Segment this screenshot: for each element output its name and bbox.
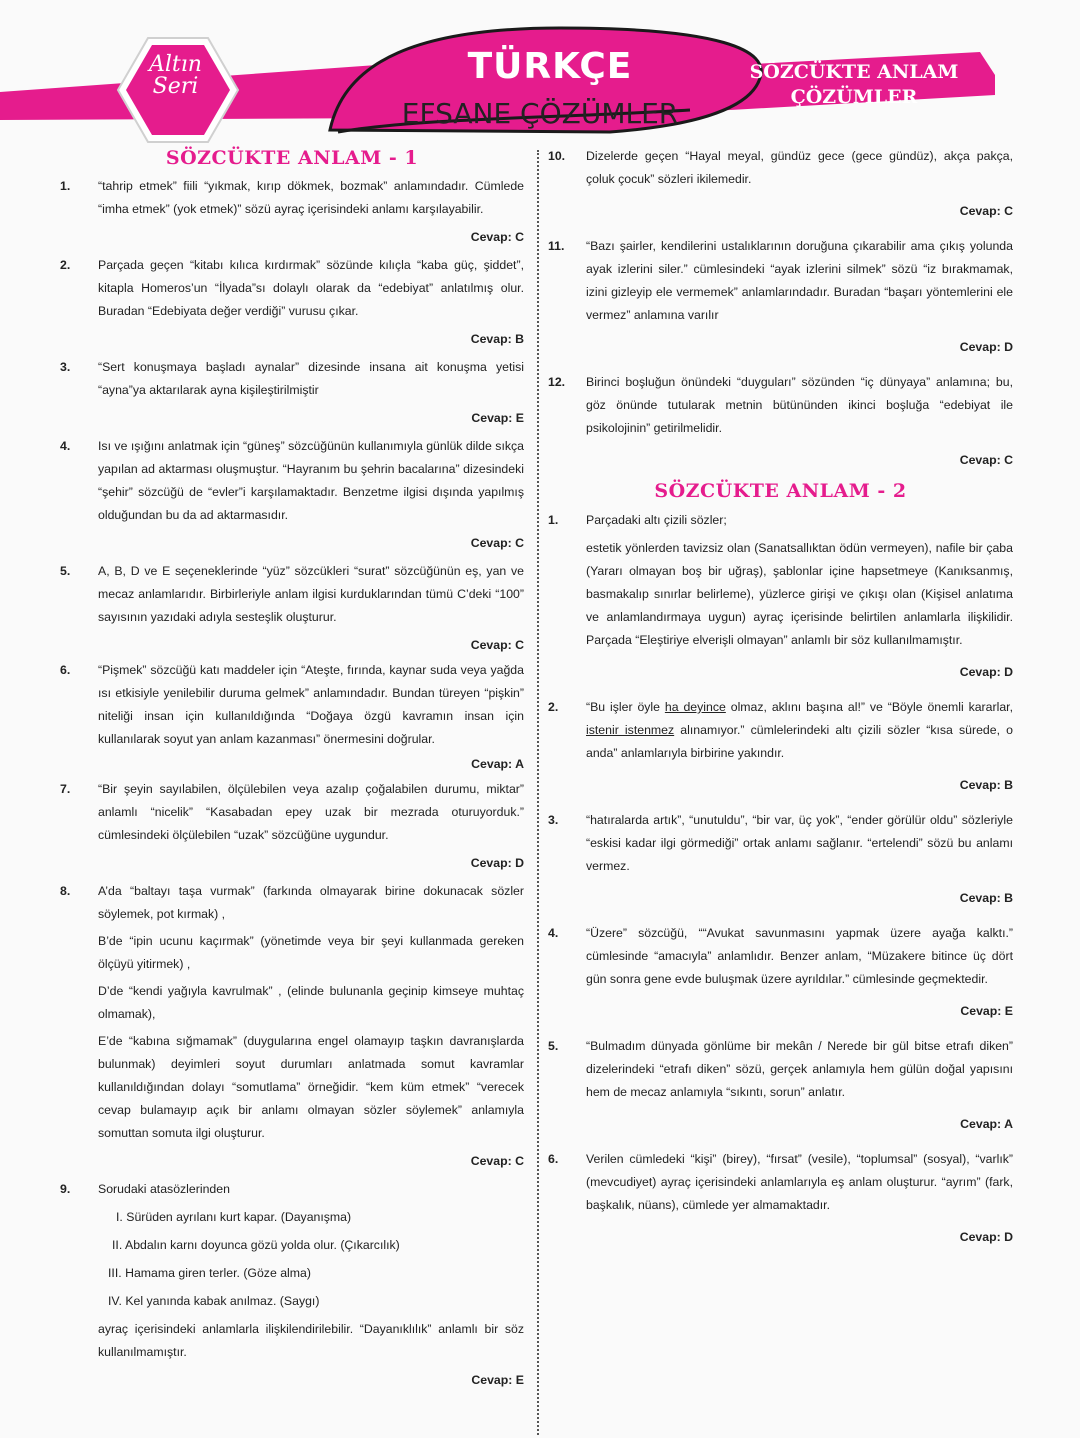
answer-key: Cevap: E bbox=[960, 1004, 1013, 1018]
answer-item bbox=[60, 880, 524, 1145]
item-number: 3. bbox=[548, 813, 559, 827]
answer-item bbox=[60, 1178, 524, 1364]
answer-item bbox=[548, 145, 1013, 191]
answer-item bbox=[548, 509, 1013, 652]
item-text: “Sert konuşmaya başladı aynalar” dizesinde insana ait konuşma yetisi “ayna”ya aktarılarak ayna kişileştirilmiştir bbox=[98, 360, 524, 397]
item-text: Isı ve ışığını anlatmak için “güneş” sözcüğünün kullanımıyla günlük dilde sıkça yapılan ad aktarması oluşmuştur. “Hayranım bu şehrin bacalarına” dizesindeki “şehir” sözcüğü de “evler”i karşılamaktadır. Benzetme ilgisi dışında yapılmış olduğundan bu da ad aktarmasıdır. bbox=[98, 439, 524, 522]
left-column bbox=[60, 145, 524, 1392]
answer-key: Cevap: C bbox=[470, 536, 524, 550]
answer-item bbox=[60, 659, 524, 751]
item-number: 1. bbox=[60, 179, 71, 193]
item-text: “Bir şeyin sayılabilen, ölçülebilen veya azalıp çoğalabilen durumu, miktar” anlamlı “nicelik” “Kasabadan epey uzak bir mezrada oturuyorduk.” cümlesindeki ölçülebilen “uzak” sözcüğüne uygundur. bbox=[98, 782, 524, 842]
item-text: “Bazı şairler, kendilerini ustalıklarının doruğuna çıkarabilir ama çıkış yolunda ayak izlerini siler.” cümlesindeki “ayak izlerini silmek” sözü “iz bırakmamak, izini gizleyip ele vermemek” anlamlarındadır. Buradan “başarı yöntemlerini ele vermez” anlamına varılır bbox=[586, 239, 1013, 322]
topic-title bbox=[746, 60, 962, 110]
item-number: 9. bbox=[60, 1182, 71, 1196]
answer-item bbox=[60, 175, 524, 221]
answer-key: Cevap: B bbox=[959, 778, 1013, 792]
answer-key: Cevap: C bbox=[470, 1154, 524, 1168]
brand-line-1: Altın bbox=[149, 52, 202, 77]
answer-key: Cevap: C bbox=[959, 204, 1013, 218]
item-text bbox=[586, 696, 1013, 765]
item-number: 5. bbox=[60, 564, 71, 578]
answer-key: Cevap: D bbox=[470, 856, 524, 870]
item-text: “Bulmadım dünyada gönlüme bir mekân / Nerede bir gül bitse etrafı diken” dizelerindeki “etrafı diken” sözü, gerçek anlamıyla hem gülün doğal yapısını hem de mecaz anlamıyla “sıkıntı, sorun” anlatır. bbox=[586, 1039, 1013, 1099]
item-intro: Parçadaki altı çizili sözler; bbox=[586, 513, 727, 527]
answer-item bbox=[548, 922, 1013, 991]
item-intro: Sorudaki atasözlerinden bbox=[98, 1182, 230, 1196]
item-text: “hatıralarda artık”, “unutuldu”, “bir var, üç yok”, “ender görülür oldu” sözleriyle “eskisi kadar ilgi görmediği” ortak anlamı sağlanır. “ertelendi” sözü bu anlamı vermez. bbox=[586, 813, 1013, 873]
item-number: 11. bbox=[548, 239, 565, 253]
answer-key: Cevap: A bbox=[960, 1117, 1013, 1131]
item-paragraph: B’de “ipin ucunu kaçırmak” (yönetimde veya bir şeyi kullanmada gereken ölçüyü yitirmek) , bbox=[98, 934, 524, 971]
item-number: 4. bbox=[60, 439, 71, 453]
item-text: Birinci boşluğun önündeki “duyguları” sözünden “iç dünyaya” anlamına; bu, göz önünde tutularak metnin bütününden ikinci boşluğa “edebiyat ile psikolojinin” getirilmelidir. bbox=[586, 375, 1013, 435]
item-number: 6. bbox=[548, 1152, 559, 1166]
answer-item bbox=[60, 560, 524, 629]
section-title-2: SÖZCÜKTE ANLAM - 2 bbox=[654, 480, 907, 502]
item-text: “Pişmek” sözcüğü katı maddeler için “Ateşte, fırında, kaynar suda veya yağda ısı etkisiyle yenilebilir duruma gelmek” anlamındadır. Bundan türeyen “pişkin” niteliği insan için kullanıldığında “Doğaya özgü kavramın insan için kullanılarak soyut yan anlam kazanması” önermesini doğrular. bbox=[98, 663, 524, 746]
item-number: 7. bbox=[60, 782, 71, 796]
answer-item bbox=[60, 435, 524, 527]
right-column bbox=[548, 145, 1013, 1249]
item-number: 3. bbox=[60, 360, 71, 374]
proverb-item: II. Abdalın karnı doyunca gözü yolda olur. (Çıkarcılık) bbox=[112, 1238, 400, 1252]
item-number: 5. bbox=[548, 1039, 559, 1053]
answer-key: Cevap: A bbox=[471, 757, 524, 771]
item-text bbox=[98, 1178, 524, 1364]
page-subtitle: EFSANE ÇÖZÜMLER bbox=[401, 97, 679, 130]
answer-key: Cevap: D bbox=[959, 665, 1013, 679]
answer-key: Cevap: B bbox=[959, 891, 1013, 905]
item-number: 1. bbox=[548, 513, 559, 527]
answer-key: Cevap: E bbox=[471, 1373, 524, 1387]
item-number: 6. bbox=[60, 663, 71, 677]
item-outro: ayraç içerisindeki anlamlarla ilişkilendirilebilir. “Dayanıklılık” anlamlı bir söz kullanılmamıştır. bbox=[98, 1322, 524, 1359]
item-number: 12. bbox=[548, 375, 566, 389]
item-text: “Üzere” sözcüğü, ““Avukat savunmasını yapmak üzere ayağa kalktı.” cümlesinde “amacıyla” anlamlıdır. Benzer anlam, “Müzakere bitince üç dört gün sonra gene evde buluşmak üzere ayrıldılar.” cümlesinde geçmektedir. bbox=[586, 926, 1013, 986]
underlined-phrase: istenir istenmez bbox=[586, 723, 675, 737]
item-text: Parçada geçen “kitabı kılıca kırdırmak” sözünde kılıçla “kaba güç, şiddet”, kitapla Homeros’un “İlyada”sı dolaylı olarak da “edebiyat” anlatılmış olur. Buradan “Edebiyata değer verdiği” vurusu çıkar. bbox=[98, 258, 524, 318]
answer-key: Cevap: C bbox=[470, 638, 524, 652]
item-number: 2. bbox=[548, 700, 559, 714]
answer-key: Cevap: C bbox=[959, 453, 1013, 467]
topic-line-2: ÇÖZÜMLER bbox=[790, 86, 918, 108]
answer-key: Cevap: B bbox=[470, 332, 524, 346]
text-run: alınamıyor.” cümlelerindeki altı çizili sözler “kısa sürede, o anda” anlamlarıyla birbirine yakındır. bbox=[586, 723, 1013, 760]
answer-item bbox=[548, 696, 1013, 765]
item-text: “tahrip etmek” fiili “yıkmak, kırıp dökmek, bozmak” anlamındadır. Cümlede “imha etmek” (yok etmek)” sözü ayraç içerisindeki anlamı karşılayabilir. bbox=[98, 179, 524, 216]
proverb-item: IV. Kel yanında kabak anılmaz. (Saygı) bbox=[108, 1294, 320, 1308]
item-text: A, B, D ve E seçeneklerinde “yüz” sözcükleri “surat” sözcüğünün eş, yan ve mecaz anlamlarıdır. Birbirleriyle anlam ilgisi kurduklarından tümü C’deki “100” sayısının yazıdaki adıyla sesteşlik oluşturur. bbox=[98, 564, 524, 624]
item-paragraph: A’da “baltayı taşa vurmak” (farkında olmayarak birine dokunacak sözler söylemek, pot kırmak) , bbox=[98, 884, 524, 921]
brand-logo bbox=[128, 54, 223, 98]
answer-item bbox=[548, 809, 1013, 878]
answer-key: Cevap: D bbox=[959, 340, 1013, 354]
item-paragraph: estetik yönlerden tavizsiz olan (Sanatsallıktan ödün vermeyen), nafile bir çaba (Yararı olmayan boş bir uğraş), şablonlar içine hapsetmeye (Kanıksanmış, basmakalıp sınırlar belirleme), yüzlerce girişi ve çıkışı olan (Kişisel anlatıma ve anlamlandırmaya uygun) ayraç içerisinde belirtilen anlamlarla ilişkilidir. Parçada “Eleştiriye elverişli olmayan” anlamlı bir söz kullanılmamıştır. bbox=[586, 541, 1013, 647]
answer-key: Cevap: E bbox=[471, 411, 524, 425]
item-text: Verilen cümledeki “kişi” (birey), “fırsat” (vesile), “toplumsal” (sosyal), “varlık” (mevcudiyet) ayraç içerisindeki anlamlarıyla eş anlam oluşturur. “ayrım” (fark, başkalık, nüans), cümlede yer almamaktadır. bbox=[586, 1152, 1013, 1212]
answer-item bbox=[548, 235, 1013, 327]
item-text bbox=[98, 880, 524, 1145]
underlined-phrase: ha deyince bbox=[664, 700, 726, 714]
item-number: 10. bbox=[548, 149, 566, 163]
item-paragraph: D’de “kendi yağıyla kavrulmak” , (elinde bulunanla geçinip kimseye muhtaç olmamak), bbox=[98, 984, 524, 1021]
answer-item bbox=[548, 1035, 1013, 1104]
topic-line-1: SÖZCÜKTE ANLAM bbox=[749, 61, 959, 83]
answer-item bbox=[60, 356, 524, 402]
text-run: olmaz, aklını başına al!” ve “Böyle önemli kararlar, bbox=[725, 700, 1013, 714]
item-number: 4. bbox=[548, 926, 559, 940]
item-number: 2. bbox=[60, 258, 71, 272]
item-number: 8. bbox=[60, 884, 71, 898]
section-title-1: SÖZCÜKTE ANLAM - 1 bbox=[165, 147, 419, 169]
proverb-item: III. Hamama giren terler. (Göze alma) bbox=[108, 1266, 311, 1280]
item-text: Dizelerde geçen “Hayal meyal, gündüz gece (gece gündüz), akça pakça, çoluk çocuk” sözleri ikilemedir. bbox=[586, 149, 1013, 186]
text-run: “Bu işler öyle bbox=[586, 700, 665, 714]
answer-item bbox=[60, 254, 524, 323]
answer-item bbox=[60, 778, 524, 847]
page-title: TÜRKÇE bbox=[467, 46, 633, 87]
column-divider bbox=[537, 150, 539, 1435]
item-paragraph: E’de “kabına sığmamak” (duygularına engel olamayıp taşkın davranışlarda bulunmak) deyimleri soyut durumları anlatmada somut kavramlar kullanıldığından dolayı “somutlama” örneğidir. “kem küm etmek” “verecek cevap bulamayıp açık bir anlamı olmayan sözler söylemek” anlamıyla somuttan somuta ilgi oluşturur. bbox=[98, 1034, 524, 1140]
brand-line-2: Seri bbox=[152, 74, 199, 99]
answer-key: Cevap: D bbox=[959, 1230, 1013, 1244]
page-header bbox=[0, 0, 1080, 145]
answer-item bbox=[548, 1148, 1013, 1217]
item-text bbox=[586, 509, 1013, 652]
proverb-item: I. Sürüden ayrılanı kurt kapar. (Dayanışma) bbox=[116, 1210, 352, 1224]
answer-item bbox=[548, 371, 1013, 440]
answer-key: Cevap: C bbox=[470, 230, 524, 244]
